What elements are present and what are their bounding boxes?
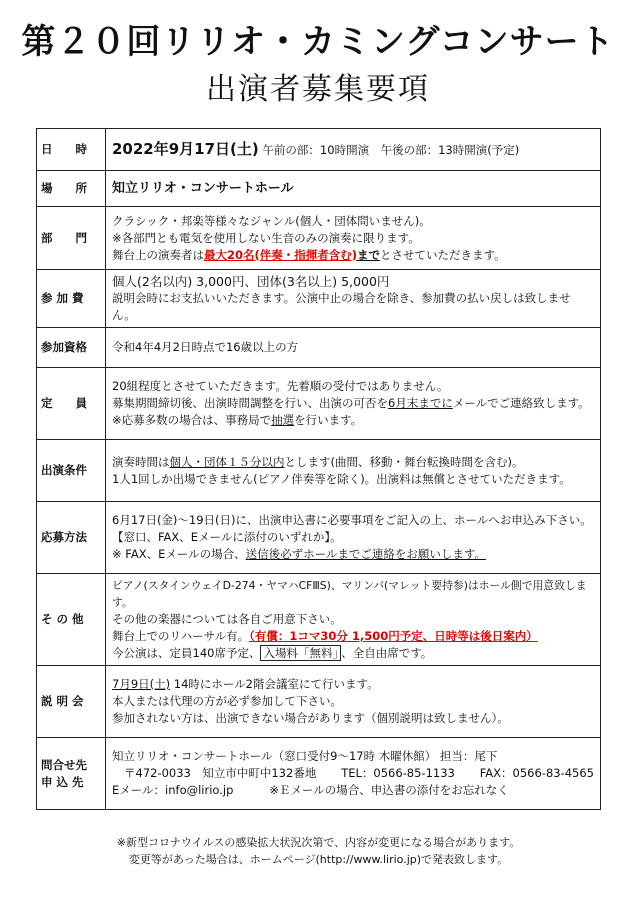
- capacity-line1: 20組程度とさせていただきます。先着順の受付ではありません。: [112, 379, 449, 393]
- other-line2: その他の楽器については各自ご用意下さい。: [112, 612, 342, 626]
- contact-tel: TEL：0566-85-1133: [341, 766, 455, 780]
- event-date: 2022年9月17日(土): [112, 139, 259, 158]
- category-line2: ※各部門とも電気を使用しない生音のみの演奏に限ります。: [112, 230, 420, 245]
- page-subtitle: 出演者募集要項: [206, 72, 430, 107]
- application-line2: 【窓口、FAX、Eメールに添付のいずれか】。: [112, 530, 342, 544]
- footer-line1: ※新型コロナウイルスの感染拡大状況次第で、内容が変更になる場合があります。: [116, 836, 521, 849]
- row-application: [37, 502, 601, 574]
- row-contact: [37, 738, 601, 810]
- other-line4: 今公演は、定員140席予定、 入場料「無料」 、全自由席です。: [112, 646, 433, 660]
- eligibility-text: 令和4年4月2日時点で16歳以上の方: [112, 340, 299, 354]
- contact-fax: FAX：0566-83-4565: [479, 766, 594, 780]
- content-conditions: [106, 440, 601, 502]
- contact-line3: [112, 782, 594, 799]
- row-capacity: [37, 368, 601, 440]
- conditions-line1: 演奏時間は個人・団体１５分以内とします(曲間、移動・舞台転換時間を含む)。: [112, 454, 524, 469]
- application-line1: 6月17日(金)〜19日(日)に、出演申込書に必要事項をご記入の上、ホールへお申込み下さい。: [112, 513, 592, 527]
- label-capacity: 定 員: [37, 368, 106, 440]
- label-fee: 参 加 費: [37, 270, 106, 328]
- fee-note: 説明会時にお支払いいただきます。公演中止の場合を除き、参加費の払い戻しは致しません。: [112, 291, 571, 322]
- contact-line1: 知立リリオ・コンサートホール（窓口受付9〜17時 木曜休館） 担当：尾下: [112, 749, 498, 763]
- conditions-line2: 1人1回しか出場できません(ピアノ伴奏等を除く)。出演料は無償とさせていただきます。: [112, 471, 571, 486]
- briefing-line3: 参加されない方は、出演できない場合があります（個別説明は致しません）。: [112, 711, 509, 725]
- content-venue: [106, 171, 601, 207]
- row-venue: [37, 171, 601, 207]
- row-briefing: [37, 666, 601, 738]
- label-contact: 問合せ先 申 込 先: [37, 738, 106, 810]
- content-application: [106, 502, 601, 574]
- briefing-line1: 7月9日(土) 14時にホール2階会議室にて行います。: [112, 677, 379, 691]
- briefing-line2: 本人または代理の方が必ず参加して下さい。: [112, 694, 342, 708]
- row-date: [37, 129, 601, 171]
- event-times: 午前の部：10時開演 午後の部：13時開演(予定): [262, 142, 520, 157]
- contact-email-note: ※Ｅメールの場合、申込書の添付をお忘れなく: [269, 783, 509, 797]
- content-contact: [106, 738, 601, 810]
- capacity-line2: 募集期間締切後、出演時間調整を行い、出演の可否を6月末までにメールでご連絡致します。: [112, 396, 590, 410]
- info-table: [36, 128, 601, 810]
- label-other: そ の 他: [37, 574, 106, 666]
- page-title: 第２０回リリオ・カミングコンサート: [21, 22, 615, 62]
- other-line3: 舞台上でのリハーサル有。（有償：1コマ30分 1,500円予定、日時等は後日案内）: [112, 629, 538, 643]
- contact-line2: [112, 765, 594, 782]
- row-conditions: [37, 440, 601, 502]
- max-performers: 最大20名(伴奏・指揮者含む): [204, 247, 358, 262]
- other-line1: ピアノ(スタインウェイD-274・ヤマハCFⅢS)、マリンバ(マレット要持参)はホール側で用意致します。: [112, 579, 587, 609]
- row-eligibility: [37, 328, 601, 368]
- label-application: 応募方法: [37, 502, 106, 574]
- venue-name: 知立リリオ・コンサートホール: [112, 181, 294, 196]
- free-admission-badge: 入場料「無料」: [260, 645, 341, 661]
- label-conditions: 出演条件: [37, 440, 106, 502]
- contact-email[interactable]: Eメール：info@lirio.jp: [112, 783, 234, 797]
- content-fee: [106, 270, 601, 328]
- content-eligibility: [106, 328, 601, 368]
- application-line3: ※ FAX、Eメールの場合、送信後必ずホールまでご連絡をお願いします。: [112, 547, 486, 561]
- content-capacity: [106, 368, 601, 440]
- label-venue: 場 所: [37, 171, 106, 207]
- contact-address: 〒472-0033 知立市中町中132番地: [124, 766, 317, 780]
- label-date: 日 時: [37, 129, 106, 171]
- category-line1: クラシック・邦楽等様々なジャンル(個人・団体問いません)。: [112, 213, 431, 228]
- fee-amounts: 個人(2名以内) 3,000円、団体(3名以上) 5,000円: [112, 274, 390, 289]
- footer-note: [36, 834, 601, 868]
- footer-line2: 変更等があった場合は、ホームページ(http://www.lirio.jp)で発表致します。: [128, 853, 509, 866]
- content-category: [106, 207, 601, 270]
- rehearsal-fee: （有償：1コマ30分 1,500円予定、日時等は後日案内）: [249, 629, 538, 643]
- label-briefing: 説 明 会: [37, 666, 106, 738]
- row-category: [37, 207, 601, 270]
- row-fee: [37, 270, 601, 328]
- label-eligibility: 参加資格: [37, 328, 106, 368]
- capacity-line3: ※応募多数の場合は、事務局で抽選を行います。: [112, 413, 363, 427]
- content-date: [106, 129, 601, 171]
- category-line3: 舞台上の演奏者は最大20名(伴奏・指揮者含む)までとさせていただきます。: [112, 247, 506, 262]
- content-briefing: [106, 666, 601, 738]
- label-category: 部 門: [37, 207, 106, 270]
- content-other: [106, 574, 601, 666]
- row-other: [37, 574, 601, 666]
